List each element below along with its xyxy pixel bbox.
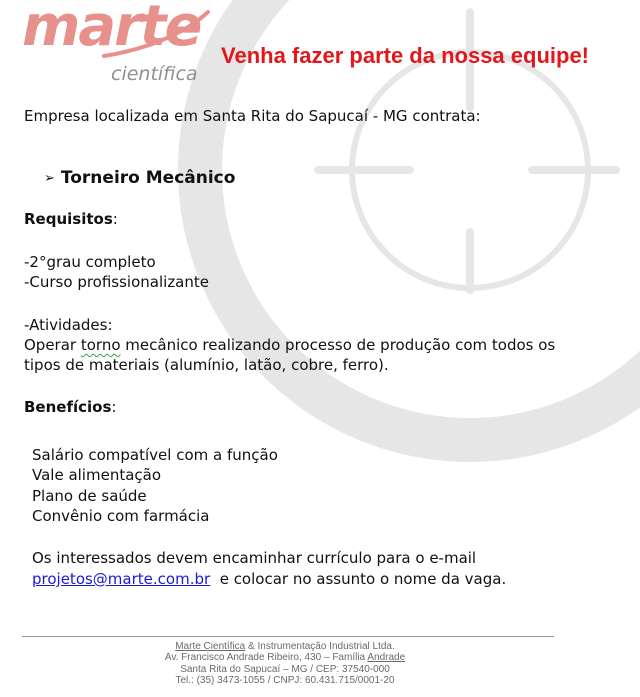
job-title-text: Torneiro Mecânico bbox=[60, 168, 236, 188]
atividades-line: Operar torno mecânico realizando processo de produção com todos os bbox=[24, 336, 556, 354]
requisitos-heading: Requisitos: bbox=[24, 210, 118, 228]
bullet-arrow-icon: ➢ bbox=[44, 171, 55, 186]
atividades-line: tipos de materiais (alumínio, latão, cobre, ferro). bbox=[24, 356, 389, 374]
contact-instructions: Os interessados devem encaminhar currículo para o e-mail bbox=[32, 549, 477, 567]
footer-divider bbox=[22, 636, 554, 637]
logo-wordmark: marte bbox=[22, 0, 201, 59]
beneficio-item: Salário compatível com a função bbox=[32, 446, 278, 464]
logo-subtitle: científica bbox=[111, 63, 198, 85]
marte-logo bbox=[22, 2, 212, 88]
footer-city: Santa Rita do Sapucaí – MG / CEP: 37540-000 bbox=[180, 663, 390, 675]
requisito-item: -2°grau completo bbox=[24, 253, 156, 271]
beneficio-item: Vale alimentação bbox=[32, 466, 162, 484]
beneficios-heading: Benefícios: bbox=[24, 398, 117, 416]
beneficio-item: Convênio com farmácia bbox=[32, 507, 210, 525]
beneficio-item: Plano de saúde bbox=[32, 487, 147, 505]
footer bbox=[100, 641, 470, 687]
spellcheck-word: torno bbox=[80, 336, 121, 354]
footer-address: Av. Francisco Andrade Ribeiro, 430 – Família Andrade bbox=[164, 652, 406, 664]
headline: Venha fazer parte da nossa equipe! bbox=[221, 43, 590, 68]
job-title bbox=[44, 168, 235, 188]
contact-line: projetos@marte.com.br e colocar no assunto o nome da vaga. bbox=[32, 570, 507, 588]
email-link[interactable]: projetos@marte.com.br bbox=[32, 570, 211, 588]
intro-text: Empresa localizada em Santa Rita do Sapucaí - MG contrata: bbox=[24, 107, 481, 125]
atividades-heading: -Atividades: bbox=[24, 316, 113, 334]
footer-phone-cnpj: Tel.: (35) 3473-1055 / CNPJ: 60.431.715/0001-20 bbox=[175, 675, 395, 687]
requisito-item: -Curso profissionalizante bbox=[24, 273, 209, 291]
footer-company: Marte Científica & Instrumentação Industrial Ltda. bbox=[175, 641, 395, 652]
